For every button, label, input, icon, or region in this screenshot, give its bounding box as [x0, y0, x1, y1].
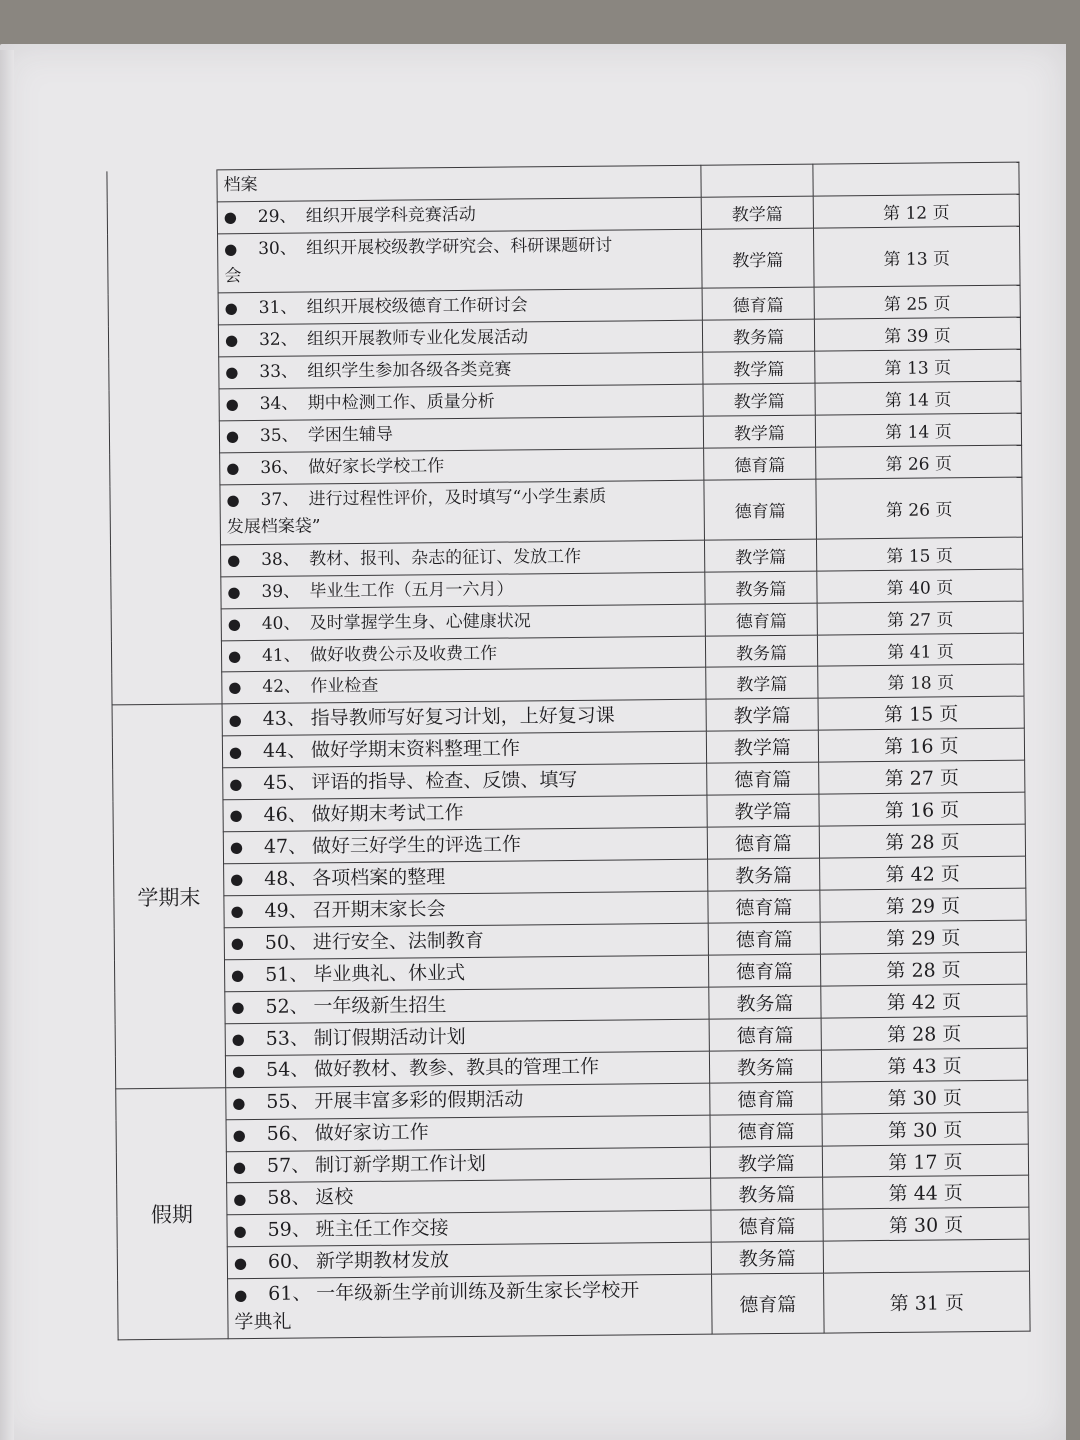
- item-number: 37、: [260, 489, 300, 511]
- page-ref-cell: 第 27 页: [817, 601, 1023, 635]
- item-text: 组织学生参加各级各类竞赛: [307, 359, 512, 382]
- category-cell: 德育篇: [708, 922, 820, 955]
- category-cell: 教务篇: [702, 320, 814, 353]
- item-text: 作业检查: [310, 676, 379, 697]
- page-ref-cell: 第 25 页: [814, 286, 1020, 320]
- table-row: [108, 226, 1021, 294]
- bullet-icon: ●: [230, 870, 244, 889]
- item-text: 做好家长学校工作: [308, 456, 445, 478]
- page-ref-cell: 第 29 页: [820, 920, 1026, 954]
- bullet-icon: ●: [233, 1189, 247, 1208]
- category-cell: 教学篇: [703, 351, 815, 384]
- page-ref-cell: 第 14 页: [815, 413, 1021, 447]
- item-cell: [222, 700, 706, 737]
- item-cell: [217, 197, 701, 234]
- page-ref-cell: 第 30 页: [822, 1080, 1028, 1114]
- page-ref-cell: 第 27 页: [819, 760, 1025, 794]
- item-number: 56、: [266, 1122, 310, 1146]
- page-ref-cell: 第 15 页: [816, 537, 1022, 571]
- item-text: 一年级新生学前训练及新生家长学校开: [316, 1279, 640, 1305]
- item-number: 50、: [264, 931, 309, 954]
- page-ref-cell: 第 42 页: [820, 856, 1026, 890]
- item-number: 42、: [262, 676, 302, 698]
- page-ref-cell: 第 40 页: [817, 569, 1023, 603]
- item-cell: [222, 668, 706, 705]
- page-ref-cell: 第 13 页: [815, 349, 1021, 383]
- item-cell: [228, 1274, 713, 1338]
- item-text: 召开期末家长会: [312, 897, 446, 922]
- category-cell: 教务篇: [709, 986, 821, 1019]
- item-text: 学困生辅导: [307, 424, 394, 446]
- category-cell: 教务篇: [711, 1241, 823, 1274]
- item-number: 43、: [262, 707, 306, 731]
- item-cell: [220, 480, 705, 544]
- bullet-icon: ●: [233, 1221, 247, 1240]
- item-number: 31、: [258, 298, 298, 319]
- category-cell: 教学篇: [707, 794, 819, 827]
- page-ref-cell: 第 39 页: [814, 318, 1020, 352]
- page-ref-cell: 第 31 页: [824, 1271, 1031, 1333]
- item-number: 49、: [264, 899, 308, 922]
- category-cell: 教务篇: [709, 1050, 821, 1083]
- item-cell: [226, 1115, 710, 1152]
- page-ref-cell: 第 13 页: [813, 226, 1020, 288]
- bullet-icon: ●: [229, 774, 243, 793]
- bullet-icon: ●: [224, 240, 238, 259]
- item-cell: [224, 859, 708, 896]
- bullet-icon: ●: [231, 966, 245, 985]
- item-cell: [225, 1019, 709, 1056]
- bullet-icon: ●: [231, 998, 245, 1017]
- item-text: 一年级新生招生: [313, 993, 447, 1018]
- item-number: 47、: [263, 835, 308, 858]
- item-number: 39、: [261, 581, 301, 602]
- category-cell: 德育篇: [705, 603, 817, 636]
- section-cell-term-end: 学期末: [112, 704, 226, 1088]
- item-cell: [219, 384, 703, 421]
- category-cell: 教学篇: [704, 539, 816, 572]
- bullet-icon: ●: [224, 331, 239, 350]
- item-text: 组织开展教师专业化发展活动: [306, 327, 529, 350]
- item-cell: 档案: [217, 165, 701, 202]
- bullet-icon: ●: [226, 491, 240, 510]
- page-ref-cell: 第 12 页: [813, 194, 1019, 228]
- category-cell: 德育篇: [704, 479, 817, 540]
- item-cell: [221, 540, 705, 577]
- page-edge: [0, 50, 14, 1440]
- category-cell: 教学篇: [703, 383, 815, 416]
- schedule-table-body: [107, 162, 1030, 1340]
- item-text: 进行过程性评价，及时填写“小学生素质: [308, 487, 607, 510]
- item-cell: [226, 1083, 710, 1120]
- item-number: 33、: [259, 361, 299, 383]
- item-number: 32、: [258, 329, 298, 351]
- item-text: 新学期教材发放: [315, 1249, 450, 1273]
- category-cell: 德育篇: [709, 1018, 821, 1051]
- bullet-icon: ●: [223, 208, 238, 227]
- item-number: 59、: [267, 1218, 311, 1242]
- category-cell: 教学篇: [706, 699, 818, 732]
- item-cell: [220, 448, 704, 485]
- category-cell: 德育篇: [712, 1273, 825, 1334]
- item-number: 36、: [260, 457, 300, 479]
- page-ref-cell: 第 18 页: [818, 665, 1024, 699]
- category-cell: 教学篇: [703, 415, 815, 448]
- item-cell: [227, 1179, 711, 1216]
- page-ref-cell: 第 43 页: [821, 1048, 1027, 1082]
- category-cell: 教学篇: [710, 1146, 822, 1179]
- page-ref-cell: [813, 162, 1019, 196]
- item-cell: [226, 1147, 710, 1184]
- item-text-continued: 会: [224, 266, 242, 287]
- bullet-icon: ●: [227, 646, 242, 665]
- item-cell: [223, 795, 707, 832]
- category-cell: 德育篇: [710, 1114, 822, 1147]
- category-cell: [701, 164, 813, 197]
- item-cell: [227, 1211, 711, 1248]
- item-cell: [219, 353, 703, 390]
- bullet-icon: ●: [227, 550, 241, 569]
- item-text: 做好收费公示及收费工作: [309, 643, 498, 665]
- item-text: 毕业生工作（五月一六月）: [309, 579, 514, 602]
- item-text: 做好家访工作: [314, 1121, 429, 1145]
- category-cell: 德育篇: [702, 288, 814, 321]
- item-cell: [225, 987, 709, 1024]
- bullet-icon: ●: [231, 1030, 245, 1049]
- bullet-icon: ●: [225, 427, 240, 446]
- item-cell: [224, 923, 708, 960]
- category-cell: 德育篇: [711, 1209, 823, 1242]
- bullet-icon: ●: [224, 299, 238, 318]
- item-cell: [227, 1242, 711, 1279]
- category-cell: 教学篇: [701, 196, 813, 229]
- page-ref-cell: 第 28 页: [820, 952, 1026, 986]
- page-ref-cell: 第 29 页: [820, 888, 1026, 922]
- category-cell: 教学篇: [706, 730, 818, 763]
- bullet-icon: ●: [228, 710, 242, 729]
- bullet-icon: ●: [226, 459, 240, 478]
- category-cell: 德育篇: [708, 954, 820, 987]
- item-number: 61、: [268, 1282, 312, 1306]
- item-text: 返校: [315, 1186, 354, 1209]
- bullet-icon: ●: [225, 363, 239, 382]
- item-cell: [218, 289, 702, 326]
- item-cell: [225, 1051, 709, 1088]
- item-cell: [219, 416, 703, 453]
- bullet-icon: ●: [232, 1093, 246, 1113]
- schedule-table-container: [106, 162, 1029, 1341]
- category-cell: 教学篇: [706, 667, 818, 700]
- item-cell: [223, 763, 707, 800]
- bullet-icon: ●: [227, 614, 241, 633]
- bullet-icon: ●: [229, 838, 244, 857]
- bullet-icon: ●: [230, 934, 245, 953]
- item-number: 30、: [258, 238, 297, 260]
- item-number: 60、: [267, 1250, 312, 1273]
- bullet-icon: ●: [228, 678, 242, 697]
- page-ref-cell: 第 15 页: [818, 697, 1024, 731]
- item-number: 45、: [263, 771, 307, 794]
- item-cell: [224, 955, 708, 992]
- table-row: [110, 477, 1023, 545]
- item-text: 期中检测工作、质量分析: [307, 391, 495, 414]
- schedule-table: [106, 162, 1030, 1341]
- item-number: 55、: [266, 1090, 310, 1114]
- item-text: 毕业典礼、休业式: [313, 961, 466, 986]
- category-cell: 教学篇: [701, 228, 814, 289]
- category-cell: 教务篇: [711, 1178, 823, 1211]
- item-number: 52、: [265, 995, 309, 1018]
- bullet-icon: ●: [232, 1125, 246, 1145]
- category-cell: 德育篇: [704, 447, 816, 480]
- item-text: 制订假期活动计划: [313, 1025, 466, 1049]
- item-number: 35、: [259, 425, 299, 447]
- page-ref-cell: 第 16 页: [818, 728, 1024, 762]
- item-cell: [224, 891, 708, 928]
- bullet-icon: ●: [230, 902, 244, 921]
- bullet-icon: ●: [227, 582, 241, 601]
- item-number: 38、: [261, 549, 300, 570]
- item-cell: [221, 636, 705, 673]
- item-number: 44、: [262, 739, 307, 762]
- item-cell: [223, 827, 707, 864]
- page-ref-cell: 第 26 页: [816, 445, 1022, 479]
- page-ref-cell: 第 14 页: [815, 381, 1021, 415]
- item-cell: [222, 732, 706, 769]
- item-text: 做好三好学生的评选工作: [311, 833, 522, 858]
- page-ref-cell: [823, 1239, 1029, 1273]
- item-number: 53、: [265, 1027, 310, 1050]
- item-number: 48、: [264, 867, 308, 890]
- section-cell-previous: [107, 170, 222, 705]
- page-ref-cell: 第 42 页: [821, 984, 1027, 1018]
- item-number: 57、: [266, 1154, 311, 1178]
- page-ref-cell: 第 28 页: [819, 824, 1025, 858]
- item-number: 54、: [265, 1058, 310, 1082]
- item-text: 进行安全、法制教育: [312, 929, 484, 954]
- category-cell: 教务篇: [705, 571, 817, 604]
- page-ref-cell: 第 16 页: [819, 792, 1025, 826]
- table-row: [118, 1271, 1031, 1339]
- bullet-icon: ●: [232, 1157, 247, 1176]
- item-text-continued: 学典礼: [234, 1310, 292, 1334]
- category-cell: 德育篇: [707, 762, 819, 795]
- item-text: 各项档案的整理: [312, 865, 446, 890]
- section-cell-holiday: 假期: [116, 1087, 228, 1339]
- item-text: 制订新学期工作计划: [314, 1153, 487, 1177]
- category-cell: 教务篇: [708, 858, 820, 891]
- item-text: 组织开展学科竞赛活动: [305, 204, 476, 227]
- item-number: 40、: [261, 613, 301, 634]
- category-cell: 德育篇: [710, 1082, 822, 1115]
- item-number: 41、: [261, 645, 301, 666]
- page-ref-cell: 第 44 页: [823, 1176, 1029, 1210]
- item-number: 34、: [259, 393, 299, 415]
- item-text: 班主任工作交接: [315, 1217, 449, 1241]
- item-text: 开展丰富多彩的假期活动: [314, 1088, 524, 1113]
- bullet-icon: ●: [229, 806, 243, 825]
- item-text: 指导教师写好复习计划，上好复习课: [310, 704, 615, 730]
- bullet-icon: ●: [234, 1285, 248, 1305]
- item-text-continued: 发展档案袋”: [226, 516, 321, 538]
- page-ref-cell: 第 30 页: [822, 1112, 1028, 1146]
- bullet-icon: ●: [231, 1062, 246, 1081]
- item-text: 做好教材、教参、教具的管理工作: [313, 1056, 600, 1081]
- item-cell: [218, 229, 703, 293]
- item-text: 评语的指导、检查、反馈、填写: [311, 768, 578, 794]
- item-cell: [218, 321, 702, 358]
- item-cell: [221, 572, 705, 609]
- category-cell: 教务篇: [705, 635, 817, 668]
- page-ref-cell: 第 17 页: [822, 1144, 1028, 1178]
- item-cell: [221, 604, 705, 641]
- bullet-icon: ●: [228, 742, 243, 761]
- item-number: 46、: [263, 803, 307, 826]
- item-text: 及时掌握学生身、心健康状况: [309, 610, 531, 634]
- item-text: 做好学期末资料整理工作: [310, 737, 521, 762]
- category-cell: 德育篇: [707, 826, 819, 859]
- item-number: 51、: [265, 963, 309, 986]
- page-ref-cell: 第 26 页: [816, 477, 1023, 539]
- bullet-icon: ●: [233, 1253, 248, 1272]
- page-ref-cell: 第 41 页: [817, 633, 1023, 667]
- item-text: 做好期末考试工作: [311, 801, 464, 826]
- page-ref-cell: 第 30 页: [823, 1208, 1029, 1242]
- category-cell: 德育篇: [708, 890, 820, 923]
- bullet-icon: ●: [225, 395, 239, 414]
- item-text: 教材、报刊、杂志的征订、发放工作: [309, 546, 582, 570]
- item-number: 29、: [257, 206, 297, 227]
- item-text: 组织开展校级教学研究会、科研课题研讨: [306, 235, 613, 259]
- item-number: 58、: [267, 1186, 311, 1210]
- page-ref-cell: 第 28 页: [821, 1016, 1027, 1050]
- item-text: 组织开展校级德育工作研讨会: [306, 295, 528, 318]
